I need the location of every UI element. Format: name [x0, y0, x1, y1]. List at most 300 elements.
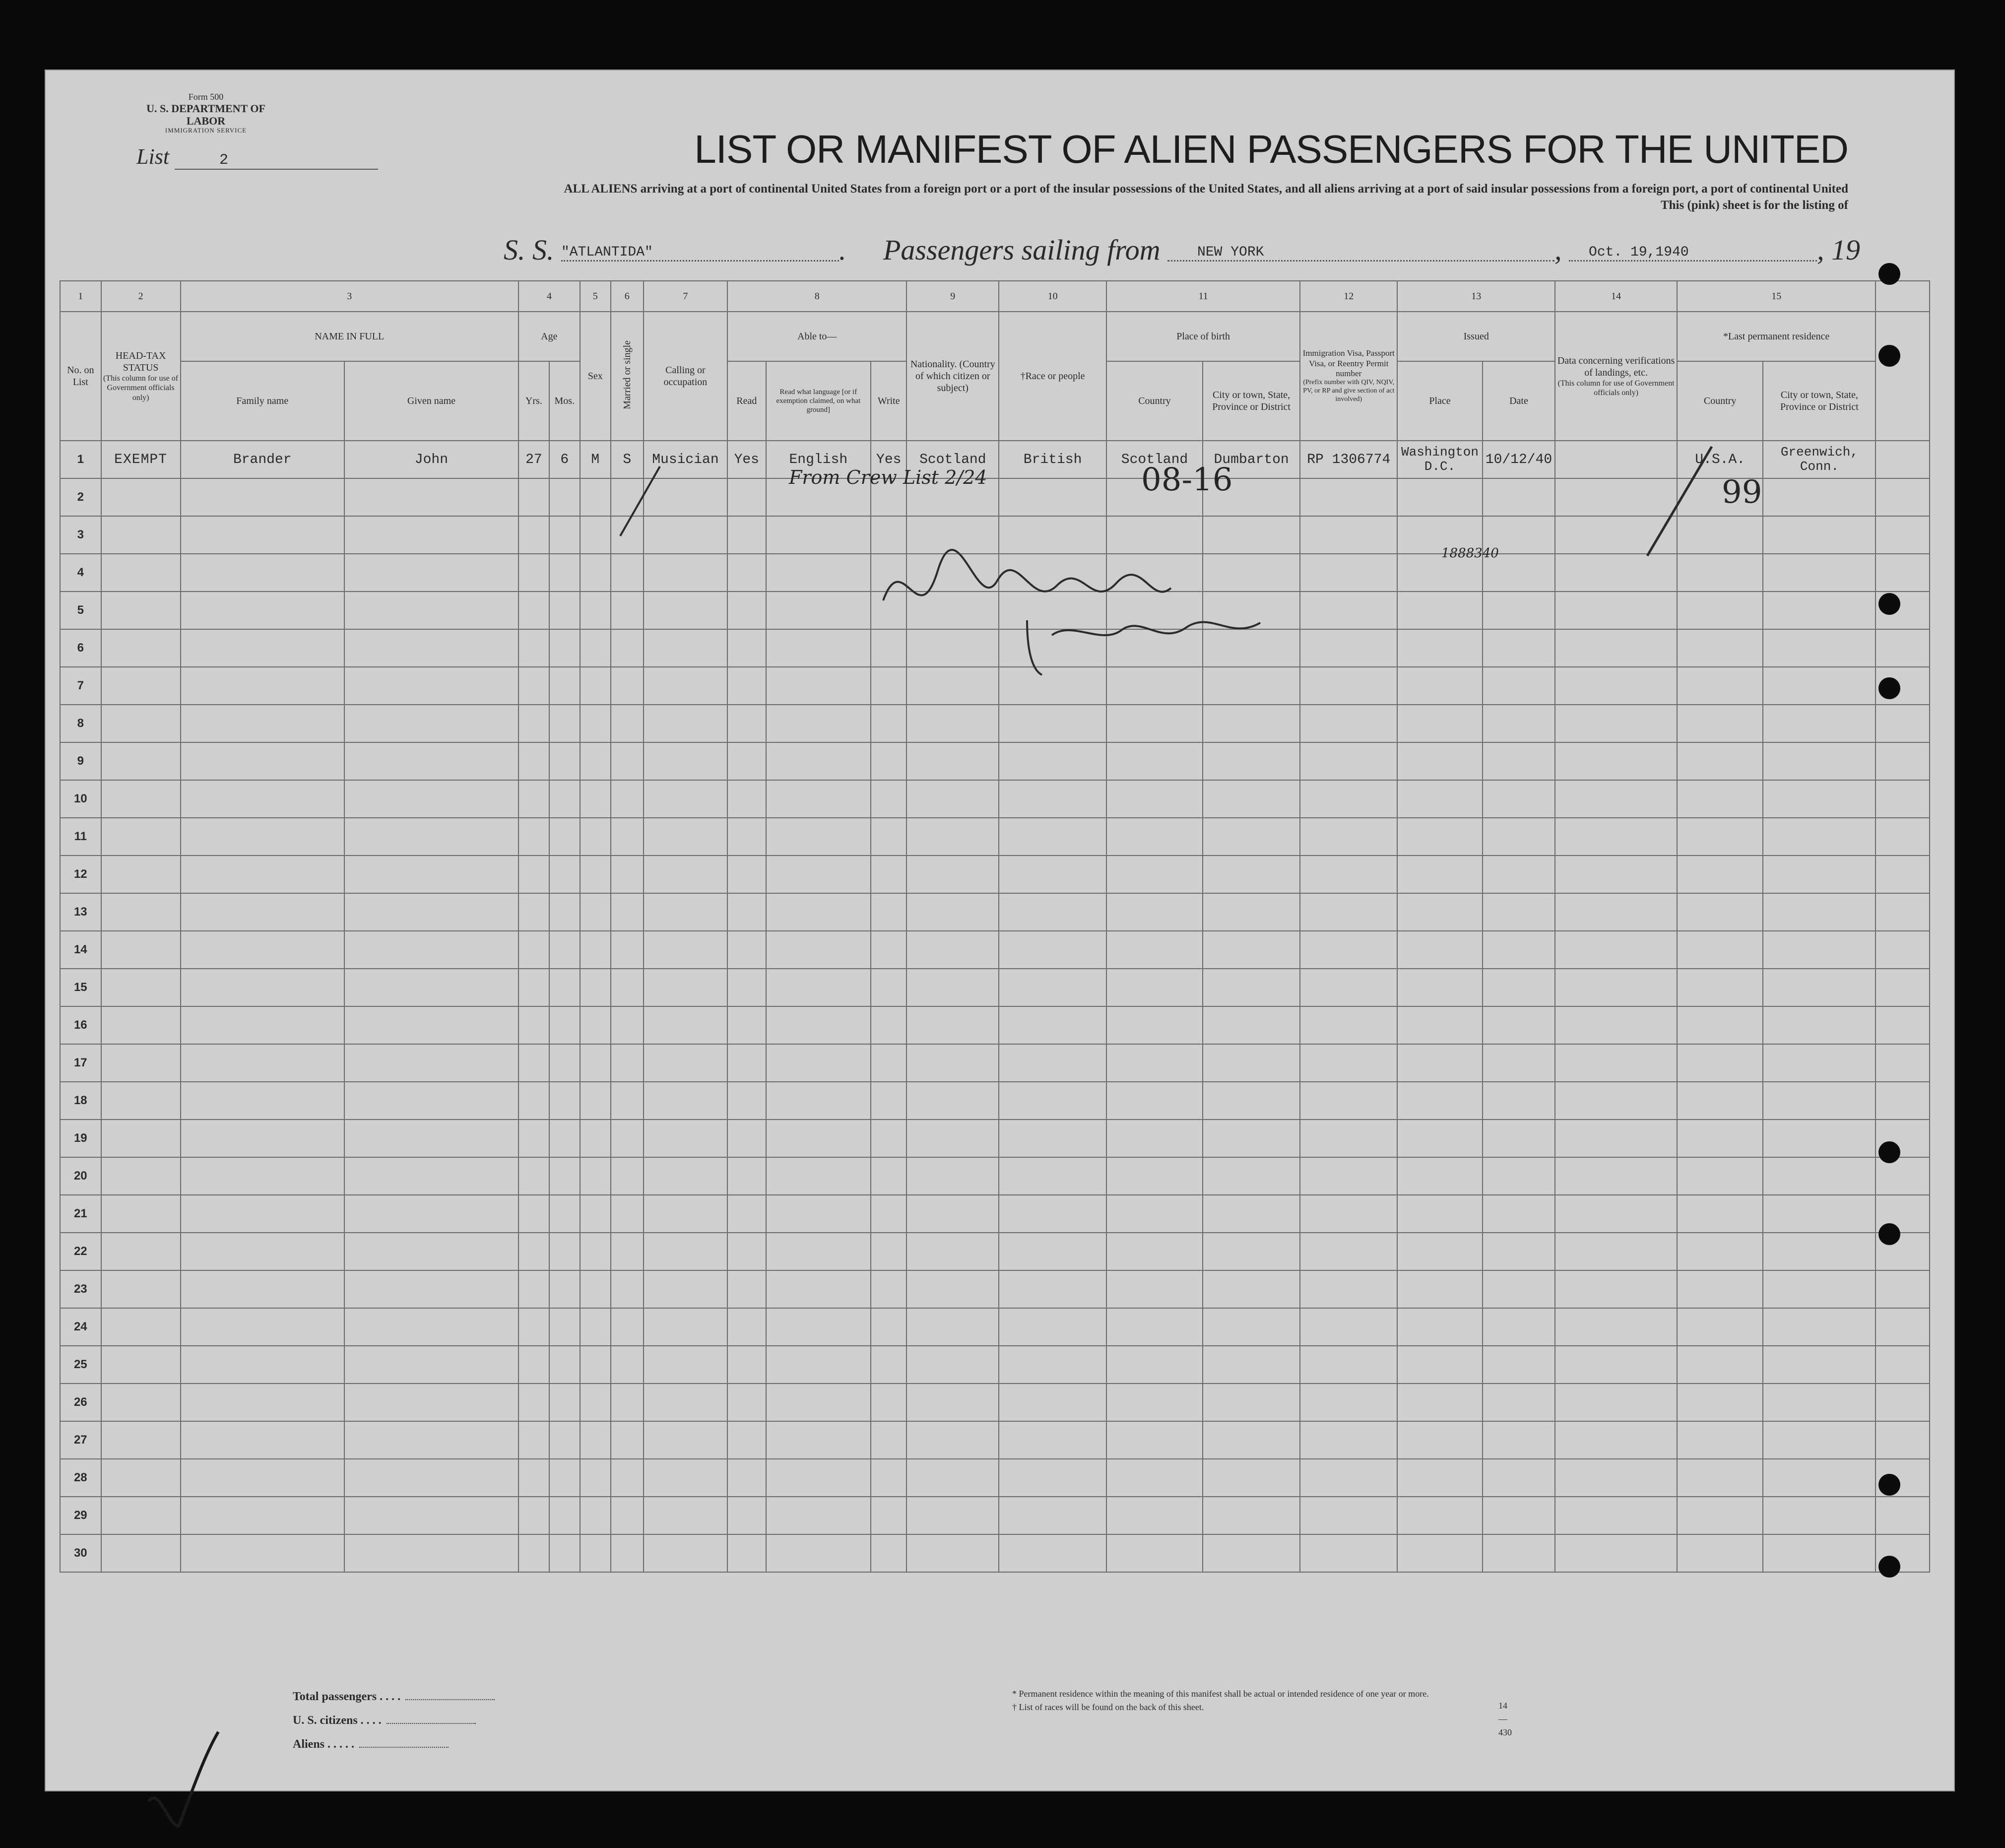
empty-cell: [906, 1157, 999, 1195]
empty-cell: [181, 742, 344, 780]
empty-cell: [518, 478, 549, 516]
empty-cell: [1677, 818, 1763, 856]
empty-cell: [1483, 742, 1555, 780]
empty-cell: [1763, 893, 1876, 931]
empty-cell: [871, 931, 906, 969]
empty-cell: [644, 667, 727, 705]
empty-cell: [101, 893, 181, 931]
empty-cell: [518, 818, 549, 856]
hdr-landing-note: (This column for use of Government officials only): [1557, 379, 1675, 397]
empty-cell: [549, 1195, 580, 1233]
empty-cell: [766, 667, 871, 705]
row-number: 30: [60, 1534, 101, 1572]
empty-cell: [1763, 667, 1876, 705]
empty-cell: [580, 931, 611, 969]
empty-cell: [344, 1421, 518, 1459]
empty-cell: [1876, 705, 1930, 742]
empty-cell: [1203, 742, 1300, 780]
empty-cell: [1203, 1308, 1300, 1346]
empty-cell: [727, 1421, 766, 1459]
empty-cell: [181, 1308, 344, 1346]
empty-cell: [549, 1421, 580, 1459]
empty-cell: [580, 1044, 611, 1082]
empty-cell: [549, 592, 580, 629]
empty-cell: [1106, 1308, 1203, 1346]
empty-cell: [1106, 893, 1203, 931]
empty-cell: [766, 1308, 871, 1346]
row-number: 8: [60, 705, 101, 742]
empty-cell: [906, 969, 999, 1006]
issued-date-cell: 10/12/40: [1483, 441, 1555, 478]
hdr-landing-title: Data concerning verifications of landings, etc.: [1557, 355, 1675, 378]
empty-cell: [1300, 1459, 1397, 1497]
empty-cell: [580, 1270, 611, 1308]
empty-cell: [906, 1308, 999, 1346]
row-number: 27: [60, 1421, 101, 1459]
empty-cell: [1876, 1082, 1930, 1120]
col-num-6: 6: [611, 281, 644, 312]
hdr-issued-place: Place: [1397, 361, 1482, 441]
empty-cell: [518, 1421, 549, 1459]
hdr-issued: Issued: [1397, 312, 1555, 361]
empty-cell: [727, 969, 766, 1006]
hdr-birth-city: City or town, State, Province or District: [1203, 361, 1300, 441]
empty-cell: [1300, 705, 1397, 742]
empty-cell: [580, 1346, 611, 1384]
empty-cell: [518, 742, 549, 780]
empty-cell: [1876, 969, 1930, 1006]
empty-cell: [549, 705, 580, 742]
empty-cell: [1876, 554, 1930, 592]
empty-cell: [727, 1308, 766, 1346]
ship-name: "ATLANTIDA": [561, 245, 839, 262]
empty-cell: [1677, 1157, 1763, 1195]
empty-cell: [344, 1459, 518, 1497]
table-row: [60, 1384, 1930, 1421]
empty-cell: [727, 893, 766, 931]
empty-cell: [1555, 667, 1677, 705]
empty-cell: [580, 516, 611, 554]
empty-cell: [181, 1082, 344, 1120]
empty-cell: [644, 780, 727, 818]
empty-cell: [766, 969, 871, 1006]
empty-cell: [644, 629, 727, 667]
col-num-9: 9: [906, 281, 999, 312]
table-row: [60, 1006, 1930, 1044]
read-cell: Yes: [727, 441, 766, 478]
empty-cell: [611, 1082, 644, 1120]
empty-cell: [549, 1459, 580, 1497]
hdr-race: †Race or people: [999, 312, 1106, 441]
empty-cell: [766, 856, 871, 893]
birth-country-cell: Scotland: [1106, 441, 1203, 478]
empty-cell: [906, 1044, 999, 1082]
row-number: 13: [60, 893, 101, 931]
col-num-15: 15: [1677, 281, 1876, 312]
empty-cell: [580, 1233, 611, 1270]
empty-cell: [1763, 931, 1876, 969]
empty-cell: [1203, 818, 1300, 856]
empty-cell: [1397, 1006, 1482, 1044]
row-number: 3: [60, 516, 101, 554]
empty-cell: [1203, 931, 1300, 969]
list-number-line: [136, 144, 378, 170]
empty-cell: [1763, 1534, 1876, 1572]
empty-cell: [999, 1459, 1106, 1497]
empty-cell: [1763, 1497, 1876, 1534]
col-num-3: 3: [181, 281, 518, 312]
col-num-12: 12: [1300, 281, 1397, 312]
empty-cell: [1677, 1384, 1763, 1421]
empty-cell: [766, 1384, 871, 1421]
empty-cell: [518, 1346, 549, 1384]
empty-cell: [1677, 1006, 1763, 1044]
empty-cell: [644, 1270, 727, 1308]
empty-cell: [181, 1534, 344, 1572]
empty-cell: [644, 1157, 727, 1195]
row-number: 23: [60, 1270, 101, 1308]
empty-cell: [1763, 1120, 1876, 1157]
empty-cell: [101, 1346, 181, 1384]
empty-cell: [1555, 1421, 1677, 1459]
empty-cell: [1483, 1421, 1555, 1459]
empty-cell: [1106, 969, 1203, 1006]
empty-cell: [101, 931, 181, 969]
table-row: [60, 1082, 1930, 1120]
empty-cell: [1677, 1270, 1763, 1308]
empty-cell: [1555, 818, 1677, 856]
empty-cell: [1106, 1421, 1203, 1459]
empty-cell: [766, 1497, 871, 1534]
service-name: IMMIGRATION SERVICE: [165, 127, 247, 134]
empty-cell: [518, 1195, 549, 1233]
empty-cell: [871, 1195, 906, 1233]
empty-cell: [611, 1233, 644, 1270]
empty-cell: [580, 1308, 611, 1346]
empty-cell: [1483, 1233, 1555, 1270]
row-number: 20: [60, 1157, 101, 1195]
empty-cell: [1763, 1082, 1876, 1120]
table-row: [60, 1157, 1930, 1195]
col-num-5: 5: [580, 281, 611, 312]
empty-cell: [1677, 1534, 1763, 1572]
empty-cell: [1106, 1534, 1203, 1572]
empty-cell: [518, 1157, 549, 1195]
empty-cell: [727, 1120, 766, 1157]
empty-cell: [1763, 478, 1876, 516]
empty-cell: [344, 1346, 518, 1384]
empty-cell: [1300, 893, 1397, 931]
empty-cell: [1106, 1120, 1203, 1157]
empty-cell: [1300, 1421, 1397, 1459]
empty-cell: [1483, 1006, 1555, 1044]
empty-cell: [1677, 1082, 1763, 1120]
empty-cell: [101, 856, 181, 893]
empty-cell: [999, 1157, 1106, 1195]
empty-cell: [1555, 629, 1677, 667]
empty-cell: [1397, 818, 1482, 856]
empty-cell: [727, 1195, 766, 1233]
empty-cell: [344, 780, 518, 818]
row-number: 28: [60, 1459, 101, 1497]
empty-cell: [1397, 478, 1482, 516]
empty-cell: [181, 1421, 344, 1459]
empty-cell: [101, 592, 181, 629]
empty-cell: [1483, 1346, 1555, 1384]
voyage-line: S. S. "ATLANTIDA" . Passengers sailing from NEW YORK , Oct. 19,1940 , 19: [504, 234, 1861, 266]
row-number: 6: [60, 629, 101, 667]
empty-cell: [1876, 1384, 1930, 1421]
empty-cell: [518, 1006, 549, 1044]
empty-cell: [1483, 1157, 1555, 1195]
empty-cell: [644, 1120, 727, 1157]
empty-cell: [1203, 1346, 1300, 1384]
family-name-cell: Brander: [181, 441, 344, 478]
hdr-head-tax: [101, 312, 181, 441]
empty-cell: [181, 1346, 344, 1384]
departure-date: Oct. 19,1940: [1569, 245, 1817, 262]
hdr-write: Write: [871, 361, 906, 441]
hdr-able-to: Able to—: [727, 312, 906, 361]
empty-cell: [1483, 1270, 1555, 1308]
empty-cell: [549, 742, 580, 780]
empty-cell: [344, 1384, 518, 1421]
empty-cell: [1203, 1233, 1300, 1270]
empty-cell: [906, 1006, 999, 1044]
empty-cell: [1300, 667, 1397, 705]
empty-cell: [1106, 1346, 1203, 1384]
empty-cell: [549, 818, 580, 856]
empty-cell: [1203, 969, 1300, 1006]
empty-cell: [518, 893, 549, 931]
empty-cell: [766, 1082, 871, 1120]
empty-cell: [727, 1044, 766, 1082]
empty-cell: [580, 1082, 611, 1120]
empty-cell: [344, 1233, 518, 1270]
residence-city-cell: [1763, 441, 1876, 478]
empty-cell: [344, 742, 518, 780]
empty-cell: [999, 856, 1106, 893]
table-row: [60, 931, 1930, 969]
empty-cell: [344, 1082, 518, 1120]
empty-cell: [906, 742, 999, 780]
empty-cell: [1300, 516, 1397, 554]
empty-cell: [906, 856, 999, 893]
empty-cell: [549, 554, 580, 592]
form-identifier: [127, 92, 285, 134]
empty-cell: [344, 1534, 518, 1572]
residence-country-cell: U.S.A.: [1677, 441, 1763, 478]
empty-cell: [101, 1270, 181, 1308]
empty-cell: [611, 1195, 644, 1233]
table-footer-row: [60, 1572, 1930, 1620]
empty-cell: [1876, 893, 1930, 931]
empty-cell: [611, 1459, 644, 1497]
empty-cell: [1397, 1421, 1482, 1459]
empty-cell: [1555, 969, 1677, 1006]
empty-cell: [906, 1346, 999, 1384]
empty-cell: [999, 931, 1106, 969]
empty-cell: [999, 1346, 1106, 1384]
empty-cell: [727, 931, 766, 969]
empty-cell: [1763, 516, 1876, 554]
ss-label: S. S.: [504, 234, 554, 266]
empty-cell: [518, 1120, 549, 1157]
empty-cell: [1763, 1195, 1876, 1233]
empty-cell: [727, 780, 766, 818]
empty-cell: [181, 554, 344, 592]
empty-cell: [1300, 1308, 1397, 1346]
empty-cell: [1203, 1157, 1300, 1195]
empty-cell: [1763, 554, 1876, 592]
empty-cell: [644, 969, 727, 1006]
empty-cell: [518, 1384, 549, 1421]
empty-cell: [1300, 1082, 1397, 1120]
empty-cell: [1763, 629, 1876, 667]
empty-cell: [906, 1120, 999, 1157]
empty-cell: [999, 1384, 1106, 1421]
empty-cell: [1203, 1497, 1300, 1534]
residence-city-line-2: Conn.: [1800, 459, 1839, 474]
issued-place-line-2: D.C.: [1424, 459, 1456, 474]
empty-cell: [1106, 1459, 1203, 1497]
empty-cell: [766, 1346, 871, 1384]
empty-cell: [580, 592, 611, 629]
header-row-1: [60, 312, 1930, 361]
empty-cell: [1555, 1308, 1677, 1346]
empty-cell: [101, 1195, 181, 1233]
empty-cell: [1555, 1044, 1677, 1082]
empty-cell: [181, 1006, 344, 1044]
row-number: 16: [60, 1006, 101, 1044]
table-row: [60, 742, 1930, 780]
empty-cell: [1677, 1044, 1763, 1082]
year-label: 19: [1831, 234, 1861, 266]
empty-cell: [1677, 1346, 1763, 1384]
age-years-cell: 27: [518, 441, 549, 478]
empty-cell: [1763, 1233, 1876, 1270]
empty-cell: [101, 667, 181, 705]
empty-cell: [1555, 1459, 1677, 1497]
empty-cell: [1677, 856, 1763, 893]
empty-cell: [727, 1534, 766, 1572]
col-num-14: 14: [1555, 281, 1677, 312]
empty-cell: [1300, 931, 1397, 969]
aliens-label: Aliens: [293, 1738, 325, 1751]
hdr-visa-title: Immigration Visa, Passport Visa, or Reentry Permit number: [1302, 348, 1395, 378]
empty-cell: [1876, 629, 1930, 667]
empty-cell: [181, 969, 344, 1006]
empty-cell: [1555, 893, 1677, 931]
empty-cell: [766, 1195, 871, 1233]
empty-cell: [518, 629, 549, 667]
row-number: 22: [60, 1233, 101, 1270]
row-number: 12: [60, 856, 101, 893]
married-cell: S: [611, 441, 644, 478]
empty-cell: [766, 931, 871, 969]
empty-cell: [101, 1384, 181, 1421]
empty-cell: [1397, 931, 1482, 969]
empty-cell: [101, 1082, 181, 1120]
empty-cell: [766, 592, 871, 629]
subtitle-line-1: ALL ALIENS arriving at a port of continental United States from a foreign port or a port of the insular possessions of the United States, and all aliens arriving at a port of said insular possessions from a foreign port, a port of continental United: [564, 182, 1848, 196]
empty-cell: [344, 705, 518, 742]
empty-cell: [580, 742, 611, 780]
empty-cell: [871, 780, 906, 818]
empty-cell: [580, 1006, 611, 1044]
empty-cell: [1106, 780, 1203, 818]
footnotes: [1012, 1687, 1512, 1737]
empty-cell: [727, 1459, 766, 1497]
empty-cell: [181, 780, 344, 818]
empty-cell: [101, 742, 181, 780]
empty-cell: [101, 516, 181, 554]
empty-cell: [1300, 1006, 1397, 1044]
crew-list-annotation: From Crew List 2/24: [789, 466, 987, 488]
row-number: 4: [60, 554, 101, 592]
us-citizens-line: U. S. citizens . . . .: [293, 1709, 495, 1732]
empty-cell: [549, 1534, 580, 1572]
empty-cell: [1397, 1195, 1482, 1233]
issued-place-cell: [1397, 441, 1482, 478]
empty-cell: [344, 667, 518, 705]
table-row: [60, 1120, 1930, 1157]
empty-cell: [101, 1421, 181, 1459]
empty-cell: [611, 893, 644, 931]
empty-cell: [549, 893, 580, 931]
empty-cell: [611, 629, 644, 667]
subtitle-line-2: This (pink) sheet is for the listing of: [1660, 198, 1848, 212]
empty-cell: [1397, 1384, 1482, 1421]
empty-cell: [611, 818, 644, 856]
empty-cell: [1677, 1308, 1763, 1346]
empty-cell: [580, 1195, 611, 1233]
empty-cell: [727, 818, 766, 856]
empty-cell: [1203, 1421, 1300, 1459]
hdr-yrs: Yrs.: [518, 361, 549, 441]
empty-cell: [1876, 478, 1930, 516]
empty-cell: [1677, 705, 1763, 742]
empty-cell: [1106, 1082, 1203, 1120]
empty-cell: [644, 742, 727, 780]
empty-cell: [580, 969, 611, 1006]
footnote-residence: * Permanent residence within the meaning of this manifest shall be actual or intended residence of one year or more.: [1012, 1689, 1429, 1699]
empty-cell: [549, 1006, 580, 1044]
empty-cell: [344, 478, 518, 516]
col-num-blank: [1876, 281, 1930, 312]
empty-cell: [549, 478, 580, 516]
empty-cell: [1300, 1346, 1397, 1384]
empty-cell: [1876, 856, 1930, 893]
empty-cell: [1203, 1534, 1300, 1572]
table-row: [60, 1233, 1930, 1270]
empty-cell: [580, 1534, 611, 1572]
empty-cell: [611, 1006, 644, 1044]
empty-cell: [611, 1421, 644, 1459]
form-number: Form 500: [188, 92, 224, 102]
empty-cell: [181, 1157, 344, 1195]
row-number: 7: [60, 667, 101, 705]
hdr-res-country: Country: [1677, 361, 1763, 441]
check-mark-icon: [144, 1727, 223, 1836]
empty-cell: [181, 1044, 344, 1082]
empty-cell: [766, 629, 871, 667]
empty-cell: [1106, 818, 1203, 856]
empty-cell: [1106, 1384, 1203, 1421]
empty-cell: [766, 1044, 871, 1082]
hdr-sex: Sex: [580, 312, 611, 441]
empty-cell: [518, 667, 549, 705]
